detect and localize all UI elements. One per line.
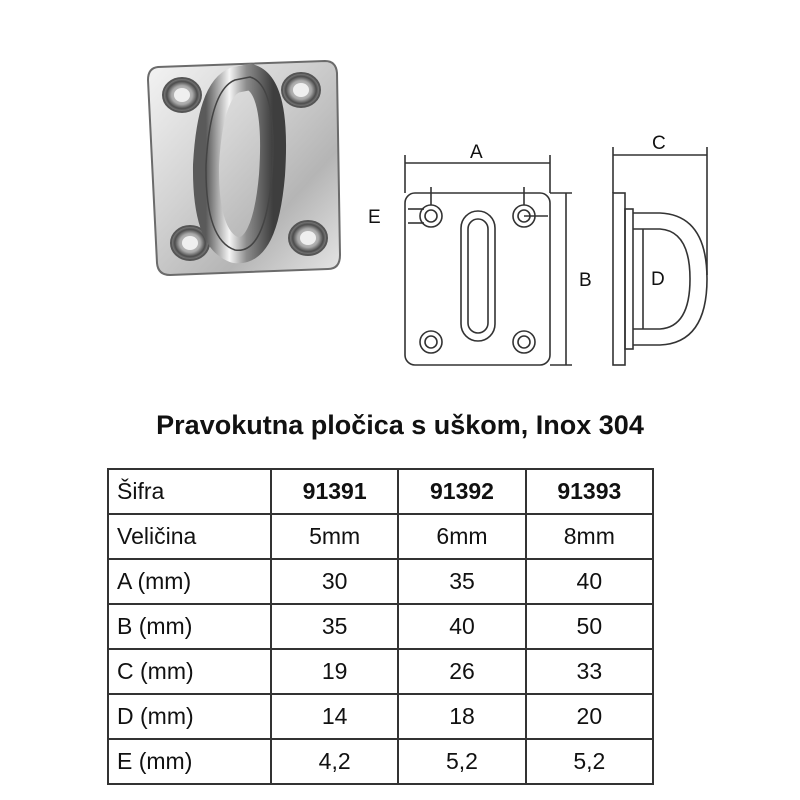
label-b: B bbox=[579, 270, 592, 291]
table-cell: 35 bbox=[271, 604, 398, 649]
label-d: D bbox=[651, 269, 665, 290]
plate-photo-icon bbox=[148, 61, 340, 275]
table-row bbox=[108, 559, 653, 604]
table-cell: 26 bbox=[398, 649, 525, 694]
technical-drawing bbox=[360, 125, 780, 380]
table-cell: 50 bbox=[526, 604, 653, 649]
row-label: C (mm) bbox=[108, 649, 271, 694]
table-cell: 40 bbox=[526, 559, 653, 604]
product-photo bbox=[140, 55, 350, 280]
row-label: D (mm) bbox=[108, 694, 271, 739]
table-cell: 18 bbox=[398, 694, 525, 739]
table-row bbox=[108, 604, 653, 649]
table-cell: 5,2 bbox=[526, 739, 653, 784]
table-cell: 30 bbox=[271, 559, 398, 604]
table-cell: 6mm bbox=[398, 514, 525, 559]
table-cell: 5,2 bbox=[398, 739, 525, 784]
specification-table bbox=[107, 468, 654, 785]
table-row bbox=[108, 514, 653, 559]
table-cell: 8mm bbox=[526, 514, 653, 559]
row-label: Veličina bbox=[108, 514, 271, 559]
table-row bbox=[108, 694, 653, 739]
table-cell: 35 bbox=[398, 559, 525, 604]
table-cell: 33 bbox=[526, 649, 653, 694]
table-cell: 91393 bbox=[526, 469, 653, 514]
side-view bbox=[613, 147, 707, 365]
label-a: A bbox=[470, 142, 483, 163]
row-label: B (mm) bbox=[108, 604, 271, 649]
table-cell: 19 bbox=[271, 649, 398, 694]
front-view bbox=[405, 155, 572, 365]
table-cell: 20 bbox=[526, 694, 653, 739]
table-row bbox=[108, 649, 653, 694]
table-cell: 4,2 bbox=[271, 739, 398, 784]
label-e: E bbox=[368, 207, 381, 228]
label-c: C bbox=[652, 133, 666, 154]
table-cell: 91392 bbox=[398, 469, 525, 514]
table-row bbox=[108, 469, 653, 514]
product-title: Pravokutna pločica s uškom, Inox 304 bbox=[156, 410, 644, 440]
table-cell: 40 bbox=[398, 604, 525, 649]
table-cell: 14 bbox=[271, 694, 398, 739]
table-cell: 91391 bbox=[271, 469, 398, 514]
row-label: Šifra bbox=[108, 469, 271, 514]
table-row bbox=[108, 739, 653, 784]
row-label: A (mm) bbox=[108, 559, 271, 604]
row-label: E (mm) bbox=[108, 739, 271, 784]
table-cell: 5mm bbox=[271, 514, 398, 559]
